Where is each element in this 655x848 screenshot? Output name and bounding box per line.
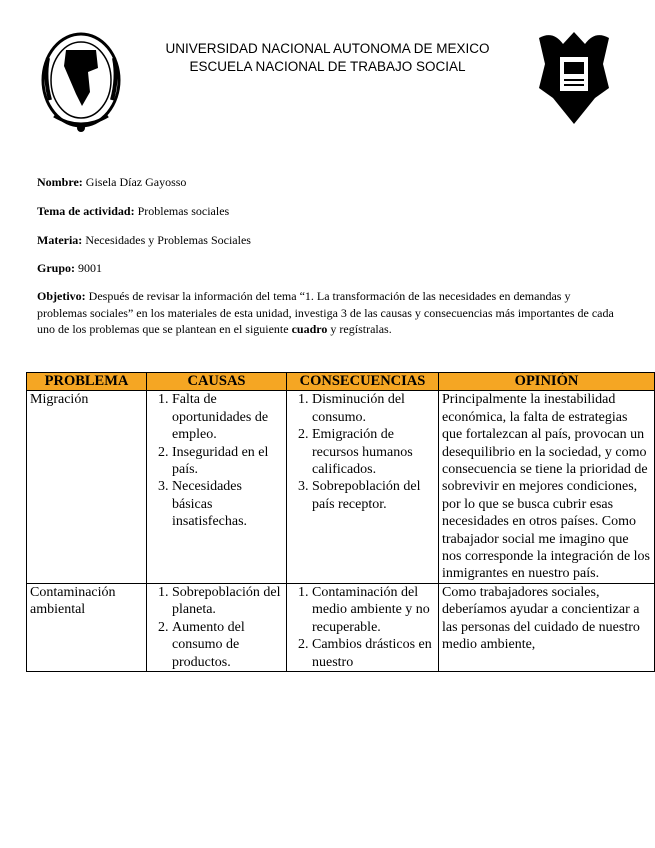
group-field <box>37 261 102 276</box>
list-item: 1. Contaminación del medio ambiente y no recuperable. <box>312 584 435 636</box>
list-item: 2. Aumento del consumo de productos. <box>172 619 283 671</box>
objective-text-end: y regístralas. <box>330 322 392 336</box>
subject-value: Necesidades y Problemas Sociales <box>85 233 251 247</box>
table-row <box>27 391 655 583</box>
name-value: Gisela Díaz Gayosso <box>85 175 187 189</box>
topic-value: Problemas sociales <box>137 204 230 218</box>
list-item: 3. Necesidades básicas insatisfechas. <box>172 478 283 530</box>
university-name: UNIVERSIDAD NACIONAL AUTONOMA DE MEXICO <box>165 41 490 56</box>
list-item: 3. Sobrepoblación del país receptor. <box>312 478 435 513</box>
topic-label: Tema de actividad: <box>37 204 135 218</box>
list-item: 1. Disminución del consumo. <box>312 391 435 426</box>
opinion-cell: Principalmente la inestabilidad económica, la falta de estrategias que fortalezcan al país, provocan un desequilibrio en la sociedad, y como consecuencia se tiene la prioridad de sobrevivir en mejores condiciones, por lo que se busca cubrir esas necesidades en otros países. Como trabajador social me imagino que nos corresponde la integración de los inmigrantes en nuestro país. <box>439 391 655 583</box>
header-causes: CAUSAS <box>147 373 287 391</box>
problems-table <box>26 372 655 672</box>
causes-cell <box>147 583 287 671</box>
header-consequences: CONSECUENCIAS <box>287 373 439 391</box>
subject-field <box>37 233 251 248</box>
group-value: 9001 <box>78 261 103 275</box>
document-header <box>140 40 515 76</box>
unam-crest-icon <box>40 28 122 136</box>
list-item: 2. Emigración de recursos humanos calificados. <box>312 426 435 478</box>
problem-cell: Migración <box>27 391 147 583</box>
table-header-row <box>27 373 655 391</box>
table-row <box>27 583 655 671</box>
consequences-cell <box>287 583 439 671</box>
objective-bold-word: cuadro <box>291 322 328 336</box>
causes-cell <box>147 391 287 583</box>
list-item: 2. Cambios drásticos en nuestro <box>312 636 435 671</box>
opinion-cell: Como trabajadores sociales, deberíamos ayudar a concientizar a las personas del cuidado de nuestro medio ambiente, <box>439 583 655 671</box>
list-item: 1. Sobrepoblación del planeta. <box>172 584 283 619</box>
problem-cell: Contaminación ambiental <box>27 583 147 671</box>
topic-field <box>37 204 229 219</box>
objective-paragraph <box>37 288 617 338</box>
group-label: Grupo: <box>37 261 76 275</box>
objective-text: Después de revisar la información del tema “1. La transformación de las necesidades en demandas y problemas sociales” en los materiales de esta unidad, investiga 3 de las causas y consecuencias más importantes de cada uno de los problemas que se plantean en el siguiente <box>37 289 614 336</box>
ents-crest-icon <box>533 28 615 128</box>
consequences-cell <box>287 391 439 583</box>
objective-label: Objetivo: <box>37 289 86 303</box>
school-name: ESCUELA NACIONAL DE TRABAJO SOCIAL <box>189 59 466 74</box>
subject-label: Materia: <box>37 233 83 247</box>
name-label: Nombre: <box>37 175 83 189</box>
header-problem: PROBLEMA <box>27 373 147 391</box>
list-item: 2. Inseguridad en el país. <box>172 444 283 479</box>
list-item: 1. Falta de oportunidades de empleo. <box>172 391 283 443</box>
header-opinion: OPINIÓN <box>439 373 655 391</box>
name-field <box>37 175 186 190</box>
